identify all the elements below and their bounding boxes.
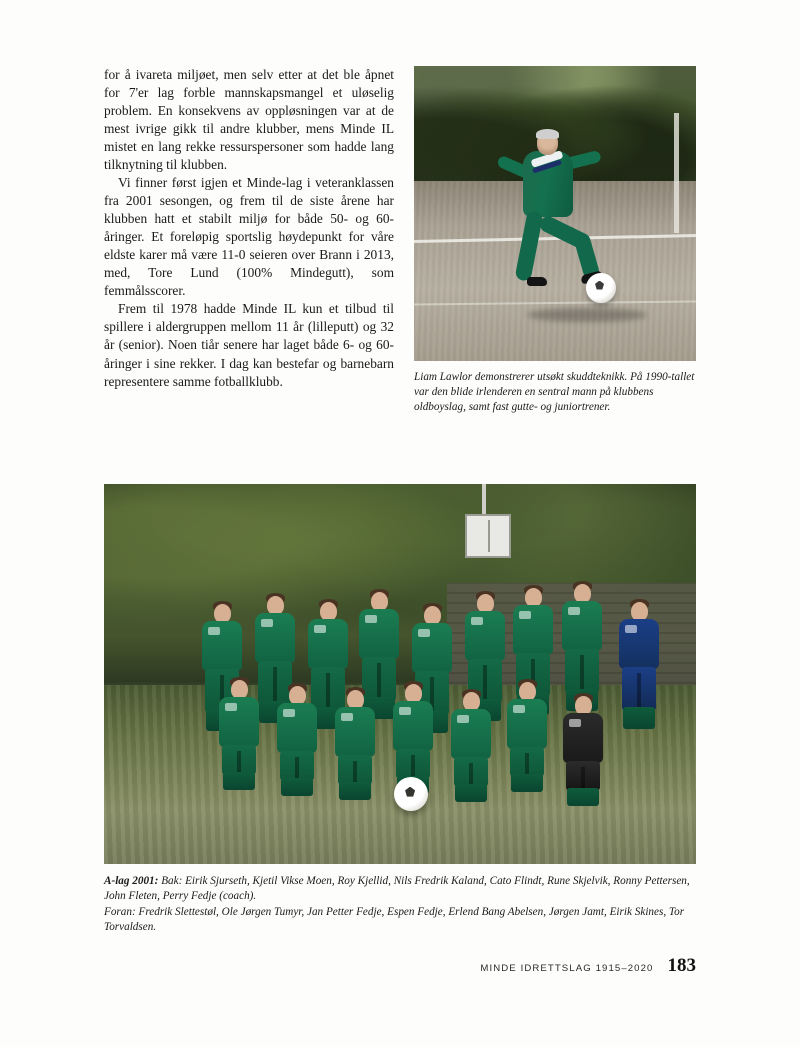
caption-back-row: Bak: Eirik Sjurseth, Kjetil Vikse Moen, Roy Kjellid, Nils Fredrik Kaland, Cato Flindt, Rune Skjelvik, Ronny Pettersen, John Fleten, Perry Fedje (coach). [104, 875, 690, 903]
figure-caption-liam: Liam Lawlor demonstrerer utsøkt skuddteknikk. På 1990-tallet var den blide irlenderen en sentral mann på klubbens oldboyslag, samt fast gutte- og juniortrener. [414, 371, 695, 413]
page-number: 183 [667, 955, 696, 976]
running-head: MINDE IDRETTSLAG 1915–2020 [480, 963, 654, 974]
goal-post [674, 113, 679, 233]
figure-liam-lawlor [414, 66, 696, 415]
page-footer [104, 955, 696, 977]
figure-caption-a-lag [104, 874, 696, 936]
photo-wall-box [465, 514, 511, 558]
player-hair [536, 129, 559, 139]
photo-pole [482, 484, 486, 518]
paragraph-2: Vi finner først igjen et Minde-lag i veteranklassen fra 2001 sesongen, og frem til de siste årene har klubben hatt et stabilt miljø for både 50- og 60-åringer. Et foreløpig sportslig høydepunkt for våre eldste karer må være 11-0 seieren over Brann i 2013, med, Tore Lund (100% Mindegutt), som femmålsscorer. [104, 175, 394, 299]
caption-lead: A-lag 2001: [104, 875, 159, 887]
liam-lawlor-photo [414, 66, 696, 361]
player-shadow [527, 308, 647, 322]
football [586, 273, 616, 303]
match-ball [394, 777, 428, 811]
figure-a-lag-2001 [104, 484, 696, 936]
paragraph-1: for å ivareta miljøet, men selv etter at det ble åpnet for 7'er lag forble mannskapsmangel et uløselig problem. En konsekvens av oppløsningen var at de mest ivrige gikk til andre klubber, mens Minde IL mistet en lang rekke ressurspersoner som hadde lang tilknytning til klubben. [104, 67, 394, 173]
caption-front-row: Foran: Fredrik Slettestøl, Ole Jørgen Tumyr, Jan Petter Fedje, Espen Fedje, Erlend Bang Abelsen, Jørgen Jamt, Eirik Skines, Tor Torvaldsen. [104, 905, 685, 934]
player-standing-leg [515, 210, 544, 282]
player-left-boot [527, 277, 547, 286]
paragraph-3: Frem til 1978 hadde Minde IL kun et tilbud til spillere i aldergruppen mellom 11 år (lilleputt) og 32 år (senior). Noen tiår senere har laget både 6- og 60-åringer i sine rekker. I dag kan bestefar og barnebarn representere samme fotballklubb. [104, 301, 394, 389]
kicking-player [501, 131, 597, 306]
body-text-column [104, 66, 394, 391]
a-lag-2001-photo [104, 484, 696, 864]
